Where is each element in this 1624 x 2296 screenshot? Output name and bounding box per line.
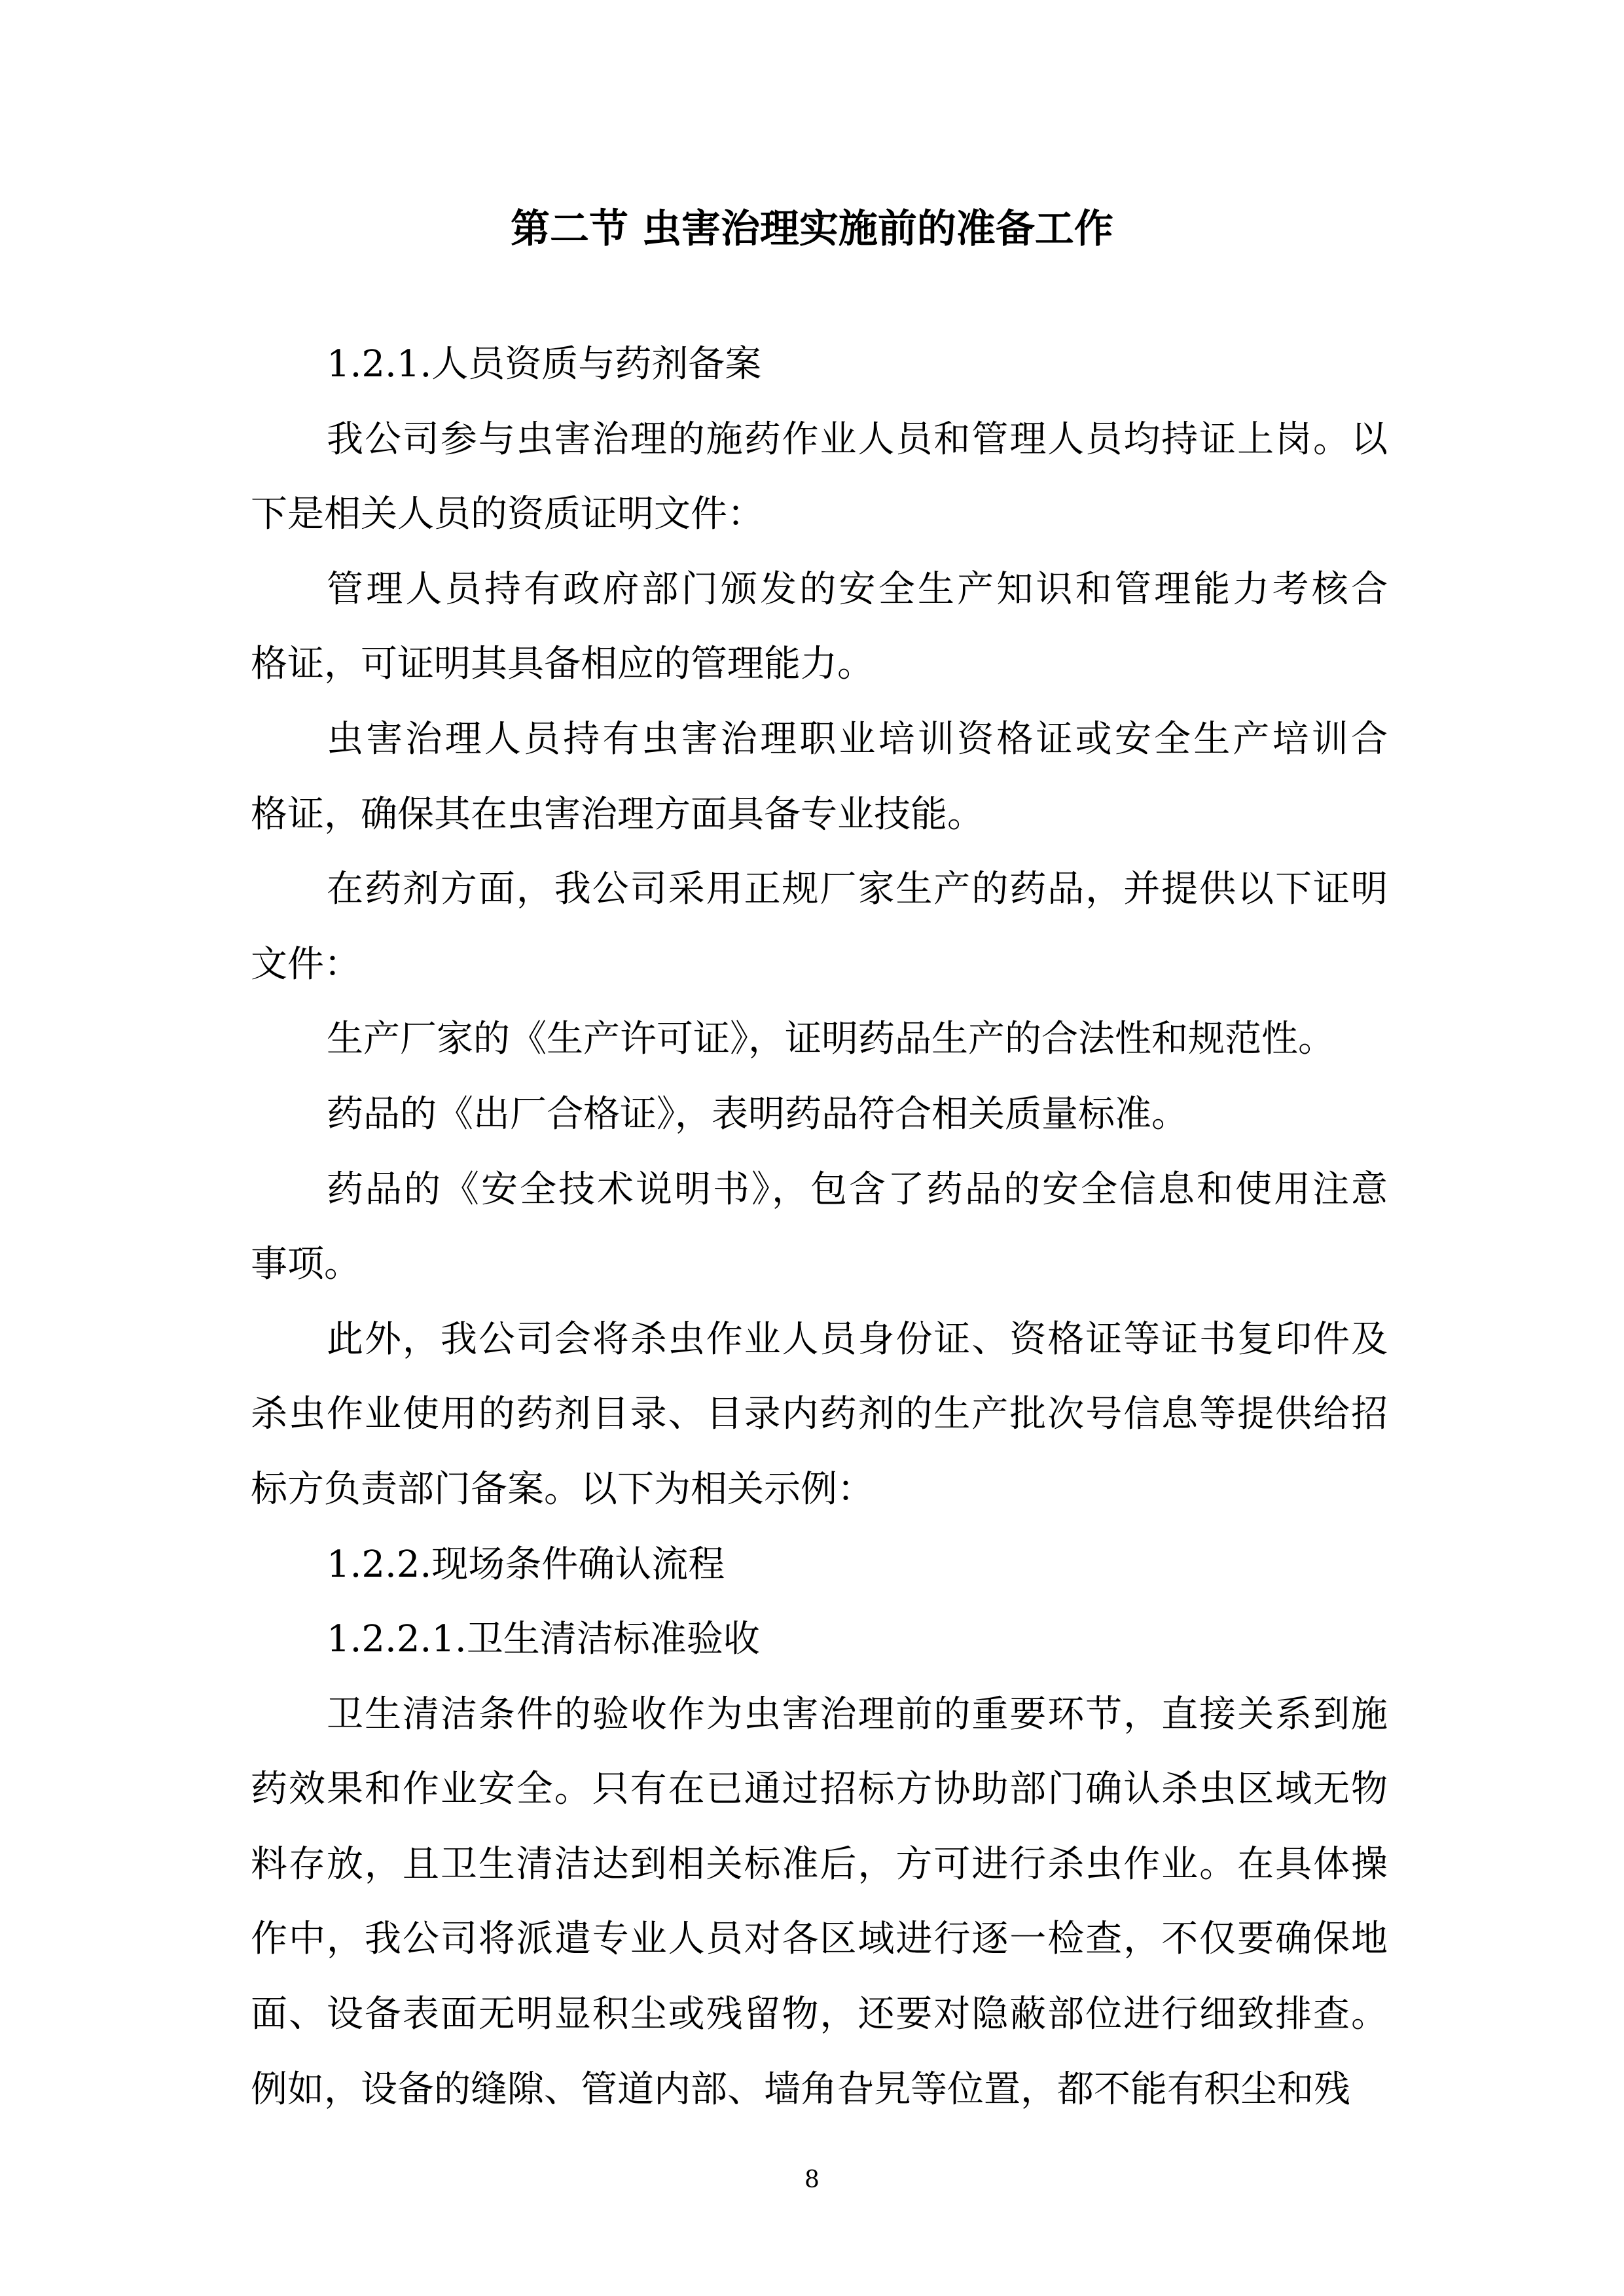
text-line: 1.2.1.人员资质与药剂备案 xyxy=(327,343,762,386)
text-line: 虫害治理人员持有虫害治理职业培训资格证或安全生产培训合 xyxy=(327,717,1388,761)
section-heading xyxy=(251,327,1388,403)
paragraph xyxy=(251,1677,1388,2128)
text-line: 药品的《出厂合格证》，表明药品符合相关质量标准。 xyxy=(327,1092,1188,1136)
paragraph xyxy=(251,852,1388,1002)
paragraph xyxy=(251,702,1388,852)
text-line: 标方负责部门备案。以下为相关示例： xyxy=(251,1467,874,1511)
text-line: 1.2.2.1.卫生清洁标准验收 xyxy=(327,1618,760,1661)
text-line: 事项。 xyxy=(251,1243,361,1286)
text-line: 药品的《安全技术说明书》，包含了药品的安全信息和使用注意 xyxy=(327,1168,1388,1211)
text-line: 料存放，且卫生清洁达到相关标准后，方可进行杀虫作业。在具体操 xyxy=(251,1842,1388,1886)
section-heading xyxy=(251,1602,1388,1677)
text-line: 例如，设备的缝隙、管道内部、墙角旮旯等位置，都不能有积尘和残 xyxy=(251,2068,1350,2111)
section-title: 第二节 虫害治理实施前的准备工作 xyxy=(511,206,1113,252)
document-body xyxy=(251,327,1388,2127)
text-line: 此外，我公司会将杀虫作业人员身份证、资格证等证书复印件及 xyxy=(327,1318,1388,1361)
text-line: 杀虫作业使用的药剂目录、目录内药剂的生产批次号信息等提供给招 xyxy=(251,1393,1388,1436)
text-line: 我公司参与虫害治理的施药作业人员和管理人员均持证上岗。以 xyxy=(327,418,1388,461)
text-line: 格证，可证明其具备相应的管理能力。 xyxy=(251,643,874,686)
text-line: 下是相关人员的资质证明文件： xyxy=(251,493,764,536)
text-line: 卫生清洁条件的验收作为虫害治理前的重要环节，直接关系到施 xyxy=(327,1693,1388,1736)
page-number: 8 xyxy=(804,2166,820,2193)
text-line: 面、设备表面无明显积尘或残留物，还要对隐蔽部位进行细致排查。 xyxy=(251,1993,1388,2036)
paragraph xyxy=(251,403,1388,552)
text-line: 1.2.2.现场条件确认流程 xyxy=(327,1543,725,1586)
text-line: 在药剂方面，我公司采用正规厂家生产的药品，并提供以下证明 xyxy=(327,868,1388,911)
paragraph xyxy=(251,1302,1388,1528)
paragraph xyxy=(251,1002,1388,1077)
paragraph xyxy=(251,1077,1388,1153)
text-line: 作中，我公司将派遣专业人员对各区域进行逐一检查，不仅要确保地 xyxy=(251,1918,1388,1961)
paragraph xyxy=(251,1153,1388,1302)
text-line: 管理人员持有政府部门颁发的安全生产知识和管理能力考核合 xyxy=(327,567,1388,611)
paragraph xyxy=(251,552,1388,702)
text-line: 药效果和作业安全。只有在已通过招标方协助部门确认杀虫区域无物 xyxy=(251,1768,1388,1811)
text-line: 文件： xyxy=(251,942,361,986)
section-heading xyxy=(251,1528,1388,1603)
text-line: 格证，确保其在虫害治理方面具备专业技能。 xyxy=(251,793,984,836)
text-line: 生产厂家的《生产许可证》，证明药品生产的合法性和规范性。 xyxy=(327,1018,1335,1061)
